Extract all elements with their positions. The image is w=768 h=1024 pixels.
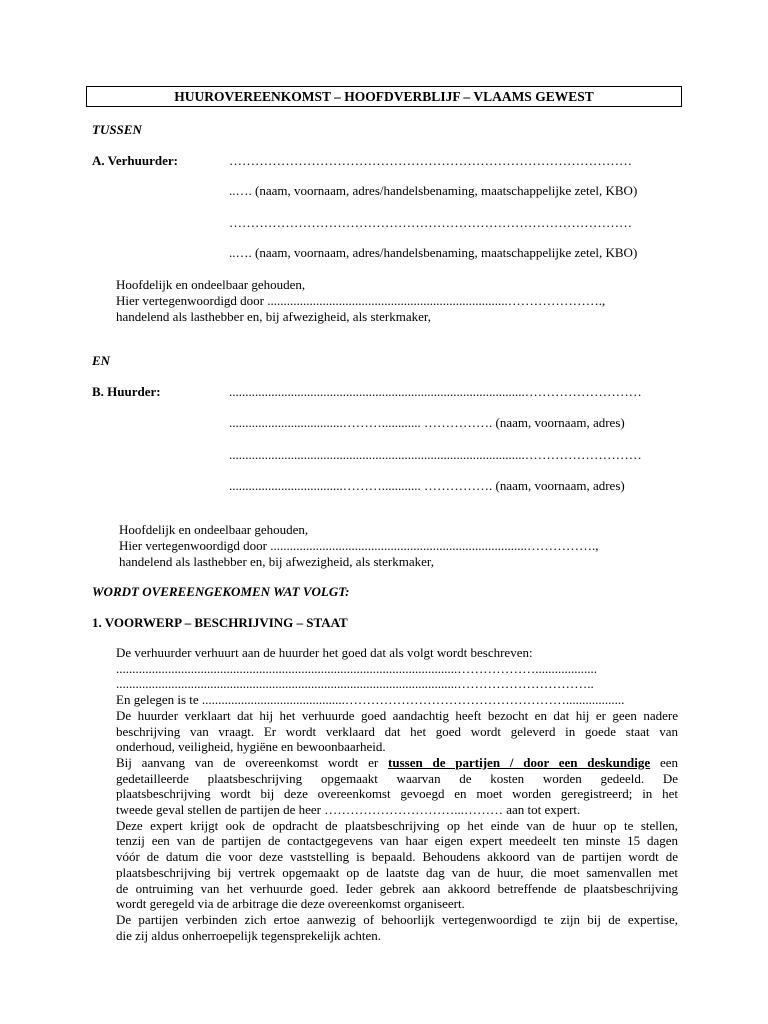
verhuurder-label: A. Verhuurder: <box>92 153 178 168</box>
expert-choice-option: tussen de partijen / door een deskundige <box>388 754 651 770</box>
body-line: plaatsbeschrijving bij vertrek opgemaakt op de laatste dag van de huur, die moet samenvallen met <box>116 864 678 880</box>
body-line: de ontruiming van het verhuurde goed. Ieder gebrek aan akkoord betreffende de plaatsbeschrijving <box>116 880 678 896</box>
body-line: En gelegen is te ............................................…………………………………………….................. <box>116 692 625 708</box>
verhuurder-line-1: ………………………………………………………………………………… <box>229 153 632 168</box>
section-1-body <box>116 645 678 943</box>
body-line: gedetailleerde plaatsbeschrijving opgemaakt waarvan de kosten worden gedeeld. De <box>116 770 678 786</box>
huurder-line-2: ...................................………............ ……………. (naam, voornaam, adres) <box>229 415 625 430</box>
document-title: HUUROVEREENKOMST – HOOFDVERBLIJF – VLAAMS GEWEST <box>86 86 682 107</box>
body-line: onderhoud, veiligheid, hygiëne en bewoonbaarheid. <box>116 739 386 755</box>
body-line: De verhuurder verhuurt aan de huurder het goed dat als volgt wordt beschreven: <box>116 645 533 660</box>
body-line: .........................................................................................................………………................... <box>116 660 597 676</box>
section-1-heading: 1. VOORWERP – BESCHRIJVING – STAAT <box>92 615 348 630</box>
verhuurder-line-2: ..…. (naam, voornaam, adres/handelsbenaming, maatschappelijke zetel, KBO) <box>229 183 638 198</box>
body-line: wordt geregeld via de arbitrage die deze overeenkomst organiseert. <box>116 896 465 912</box>
body-line: De huurder verklaart dat hij het verhuurde goed aandachtig heeft bezocht en dat hij er geen nadere <box>116 707 678 723</box>
huurder-label: B. Huurder: <box>92 384 161 399</box>
tussen-label: TUSSEN <box>92 122 142 137</box>
body-line: plaatsbeschrijving wordt bij deze overeenkomst gevoegd en moet worden geregistreerd; in het <box>116 786 678 802</box>
huurder-line-3: ...........................................................................................……………………… <box>229 447 642 462</box>
expert-choice-post: een <box>659 754 678 770</box>
body-line: Deze expert krijgt ook de opdracht de plaatsbeschrijving op het einde van de huur op te stellen, <box>116 817 678 833</box>
body-line: die zij aldus onherroepelijk tegensprekelijk achten. <box>116 927 381 943</box>
body-line-expert-choice <box>116 755 678 771</box>
verhuurder-vertegenwoordigd: Hier vertegenwoordigd door ..........................................................................…………………., <box>116 293 606 308</box>
verhuurder-line-4: ..…. (naam, voornaam, adres/handelsbenaming, maatschappelijke zetel, KBO) <box>229 245 638 260</box>
huurder-vertegenwoordigd: Hier vertegenwoordigd door ...............................................................................……………., <box>119 538 599 553</box>
body-line: De partijen verbinden zich ertoe aanwezig of behoorlijk vertegenwoordigd te zijn bij de expertise, <box>116 911 678 927</box>
body-line: .........................................................................................................………………………….. <box>116 676 594 692</box>
body-line: tweede geval stellen de partijen de heer …………………………...……… aan tot expert. <box>116 802 581 818</box>
en-label: EN <box>92 353 111 368</box>
body-line: tenzij een van de partijen de contactgegevens van haar eigen expert meedeelt ten minste 15 dagen <box>116 833 678 849</box>
expert-choice-pre: Bij aanvang van de overeenkomst wordt er <box>116 754 379 770</box>
huurder-line-4: ...................................………............ ……………. (naam, voornaam, adres) <box>229 478 625 493</box>
huurder-lasthebber: handelend als lasthebber en, bij afwezigheid, als sterkmaker, <box>119 554 434 569</box>
verhuurder-hoofdelijk: Hoofdelijk en ondeelbaar gehouden, <box>116 277 306 292</box>
huurder-line-1: ...........................................................................................……………………… <box>229 384 642 399</box>
body-line: vóór de datum die voor deze vaststelling is bepaald. Behoudens akkoord van de partijen wordt de <box>116 849 678 865</box>
body-line: beschrijving van vraagt. Er wordt verklaard dat het goed wordt geleverd in goede staat van <box>116 723 678 739</box>
agreed-heading: WORDT OVEREENGEKOMEN WAT VOLGT: <box>92 584 350 599</box>
verhuurder-lasthebber: handelend als lasthebber en, bij afwezigheid, als sterkmaker, <box>116 309 431 324</box>
huurder-hoofdelijk: Hoofdelijk en ondeelbaar gehouden, <box>119 522 309 537</box>
verhuurder-line-3: ………………………………………………………………………………… <box>229 215 632 230</box>
